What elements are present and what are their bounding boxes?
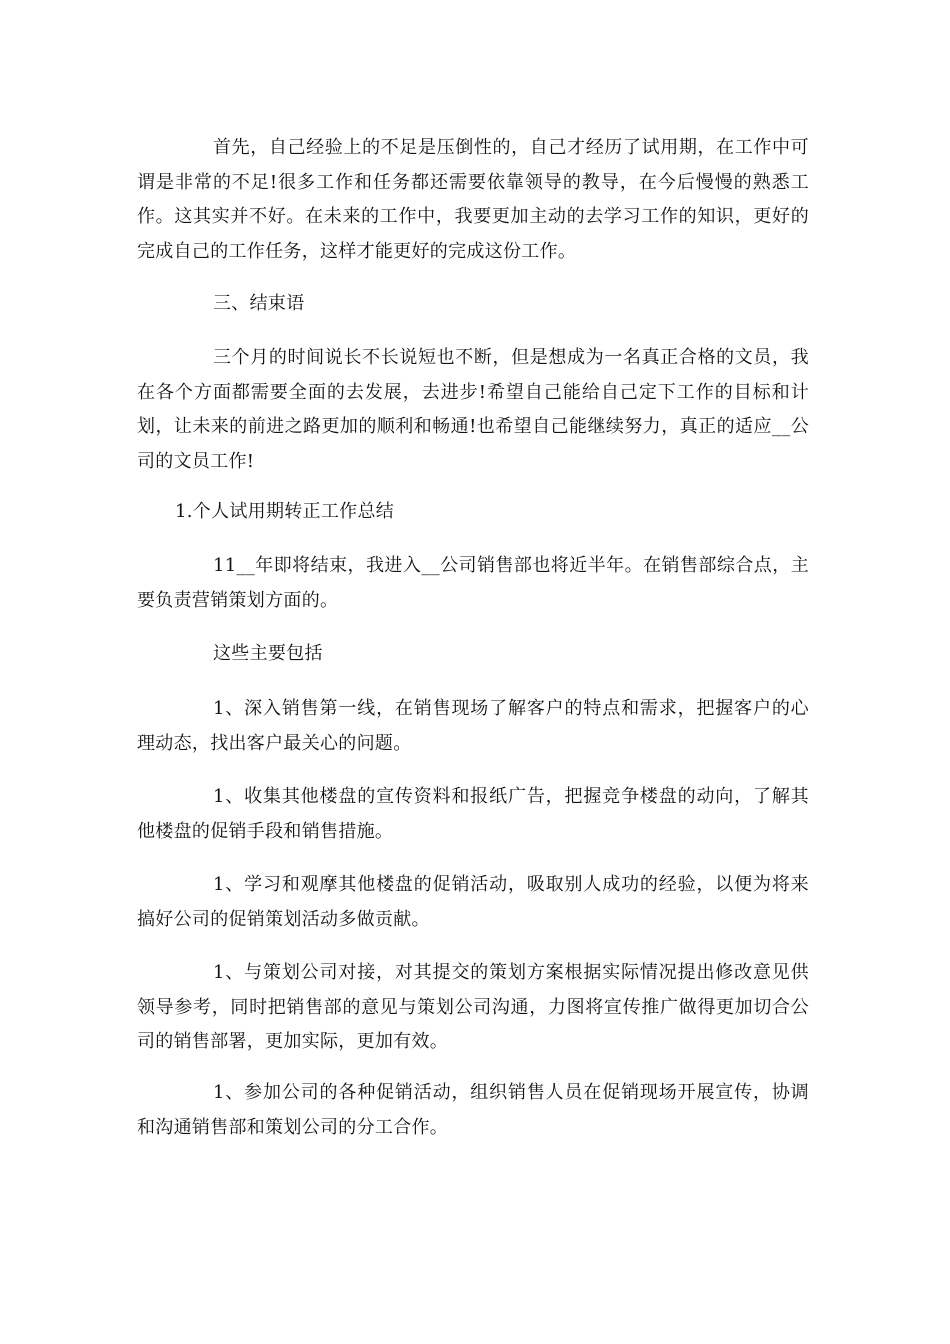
section-heading-conclusion: 三、结束语 [213, 293, 305, 314]
list-item-promotional-activities: 1、参加公司的各种促销活动，组织销售人员在促销现场开展宣传，协调和沟通销售部和策划公司的分工合作。 [137, 1082, 809, 1138]
section-heading-summary: 1.个人试用期转正工作总结 [175, 501, 395, 522]
list-item-planning-company: 1、与策划公司对接，对其提交的策划方案根据实际情况提出修改意见供领导参考，同时把销售部的意见与策划公司沟通，力图将宣传推广做得更加切合公司的销售部署，更加实际，更加有效。 [137, 962, 809, 1052]
paragraph-experience: 首先，自己经验上的不足是压倒性的，自己才经历了试用期，在工作中可谓是非常的不足!很多工作和任务都还需要依靠领导的教导，在今后慢慢的熟悉工作。这其实并不好。在未来的工作中，我要更加主动的去学习工作的知识，更好的完成自己的工作任务，这样才能更好的完成这份工作。 [137, 137, 809, 262]
paragraph-conclusion: 三个月的时间说长不长说短也不断，但是想成为一名真正合格的文员，我在各个方面都需要全面的去发展，去进步!希望自己能给自己定下工作的目标和计划，让未来的前进之路更加的顺利和畅通!也希望自己能继续努力，真正的适应__公司的文员工作! [137, 347, 809, 472]
paragraph-intro: 11__年即将结束，我进入__公司销售部也将近半年。在销售部综合点，主要负责营销策划方面的。 [137, 555, 809, 611]
paragraph-includes: 这些主要包括 [213, 643, 323, 664]
list-item-frontline: 1、深入销售第一线，在销售现场了解客户的特点和需求，把握客户的心理动态，找出客户最关心的问题。 [137, 698, 809, 754]
list-item-collect-materials: 1、收集其他楼盘的宣传资料和报纸广告，把握竞争楼盘的动向，了解其他楼盘的促销手段和销售措施。 [137, 786, 809, 842]
list-item-observe-promotions: 1、学习和观摩其他楼盘的促销活动，吸取别人成功的经验，以便为将来搞好公司的促销策划活动多做贡献。 [137, 874, 809, 930]
